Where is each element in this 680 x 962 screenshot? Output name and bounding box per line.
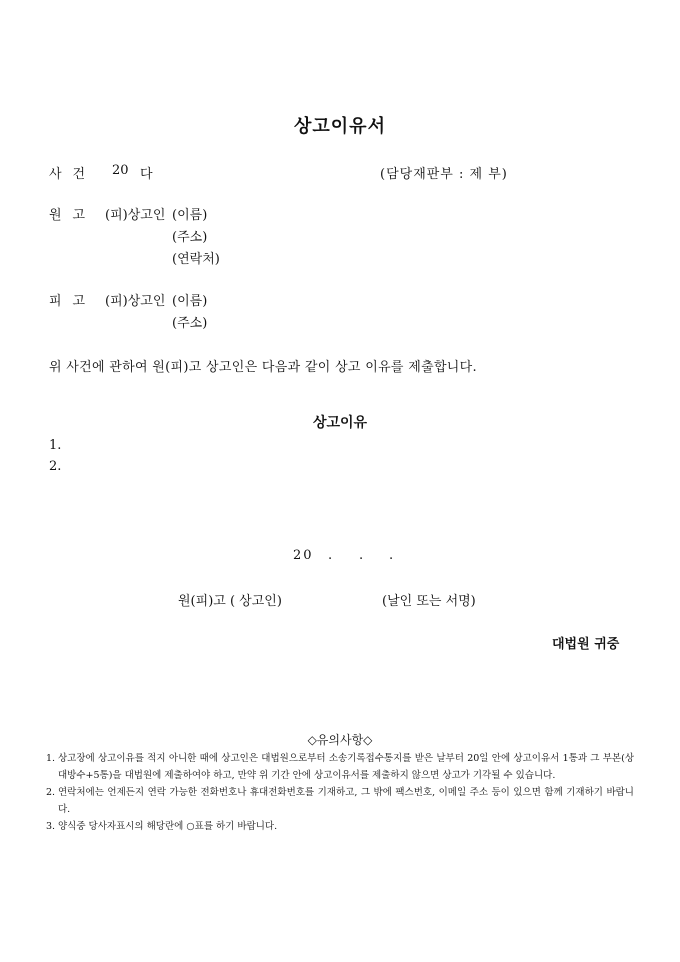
note-item bbox=[46, 750, 634, 784]
reason-item-2: 2. bbox=[49, 459, 62, 474]
note-item bbox=[46, 818, 634, 835]
reason-item-1: 1. bbox=[49, 438, 62, 453]
notes-title: ◇유의사항◇ bbox=[307, 733, 373, 747]
defendant-name-label: (이름) bbox=[172, 294, 208, 309]
signature-role: 원(피)고 ( 상고인) bbox=[178, 594, 282, 609]
note-text: 연락처에는 언제든지 연락 가능한 전화번호나 휴대전화번호를 기재하고, 그 밖에 팩스번호, 이메일 주소 등이 있으면 함께 기재하기 바랍니다. bbox=[58, 787, 634, 815]
department-field: (담당재판부 : 제 부) bbox=[380, 167, 508, 182]
case-year: 20 bbox=[112, 163, 129, 178]
reasons-title: 상고이유 bbox=[312, 415, 368, 431]
plaintiff-name-label: (이름) bbox=[172, 208, 208, 223]
note-number: 2. bbox=[46, 787, 56, 798]
plaintiff-address-label: (주소) bbox=[172, 230, 208, 245]
date-year: 20 bbox=[293, 548, 314, 563]
plaintiff-contact-label: (연락처) bbox=[172, 252, 220, 267]
document-title: 상고이유서 bbox=[294, 116, 386, 137]
note-item bbox=[46, 784, 634, 818]
statement-text: 위 사건에 관하여 원(피)고 상고인은 다음과 같이 상고 이유를 제출합니다. bbox=[49, 360, 477, 375]
note-number: 1. bbox=[46, 753, 56, 764]
date-separator: . bbox=[328, 548, 335, 563]
date-separator: . bbox=[359, 548, 366, 563]
defendant-label: 피고 bbox=[49, 294, 97, 309]
court-addressee: 대법원 귀중 bbox=[552, 637, 620, 652]
plaintiff-role: (피)상고인 bbox=[105, 208, 166, 223]
note-text: 상고장에 상고이유를 적지 아니한 때에 상고인은 대법원으로부터 소송기록접수통지를 받은 날부터 20일 안에 상고이유서 1통과 그 부본(상대방수+5통)을 대법원에 제출하여야 하고, 만약 위 기간 안에 상고이유서를 제출하지 않으면 상고가 기각될 수 있습니다. bbox=[58, 753, 634, 781]
defendant-address-label: (주소) bbox=[172, 316, 208, 331]
signature-seal: (날인 또는 서명) bbox=[382, 594, 476, 609]
note-text: 양식중 당사자표시의 해당란에 ○표를 하기 바랍니다. bbox=[58, 821, 278, 832]
notes-list bbox=[46, 750, 634, 835]
plaintiff-label: 원고 bbox=[49, 208, 97, 223]
case-type: 다 bbox=[140, 167, 153, 182]
defendant-role: (피)상고인 bbox=[105, 294, 166, 309]
case-label: 사건 bbox=[49, 167, 97, 182]
date-separator: . bbox=[389, 548, 396, 563]
note-number: 3. bbox=[46, 821, 56, 832]
